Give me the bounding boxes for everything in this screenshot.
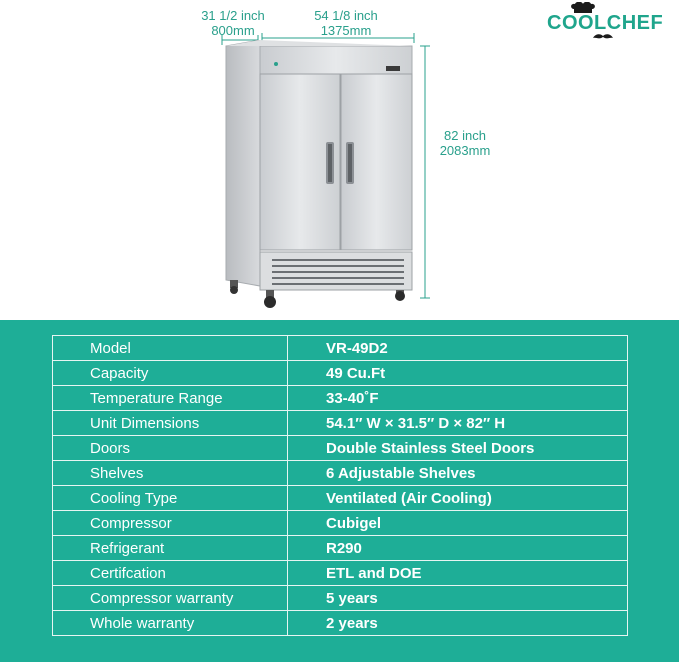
- spec-label: Certifcation: [53, 561, 288, 586]
- spec-value: 2 years: [288, 611, 628, 636]
- table-row: [53, 611, 628, 636]
- spec-value: Cubigel: [288, 511, 628, 536]
- spec-label: Compressor: [53, 511, 288, 536]
- height-inches: 82 inch: [444, 128, 486, 143]
- table-row: [53, 461, 628, 486]
- spec-label: Capacity: [53, 361, 288, 386]
- spec-label: Compressor warranty: [53, 586, 288, 611]
- table-row: [53, 486, 628, 511]
- spec-value: VR-49D2: [288, 336, 628, 361]
- table-row: [53, 436, 628, 461]
- spec-label: Model: [53, 336, 288, 361]
- spec-value: 54.1″ W × 31.5″ D × 82″ H: [288, 411, 628, 436]
- height-mm: 2083mm: [439, 143, 491, 158]
- spec-label: Whole warranty: [53, 611, 288, 636]
- table-row: [53, 386, 628, 411]
- depth-inches: 31 1/2 inch: [201, 8, 265, 23]
- depth-mm: 800mm: [211, 23, 255, 38]
- spec-value: R290: [288, 536, 628, 561]
- spec-value: 49 Cu.Ft: [288, 361, 628, 386]
- spec-value: Ventilated (Air Cooling): [288, 486, 628, 511]
- table-row: [53, 336, 628, 361]
- table-row: [53, 586, 628, 611]
- spec-value: Double Stainless Steel Doors: [288, 436, 628, 461]
- table-row: [53, 411, 628, 436]
- spec-value: ETL and DOE: [288, 561, 628, 586]
- width-inches: 54 1/8 inch: [314, 8, 378, 23]
- table-row: [53, 361, 628, 386]
- spec-label: Shelves: [53, 461, 288, 486]
- spec-value: 5 years: [288, 586, 628, 611]
- spec-label: Unit Dimensions: [53, 411, 288, 436]
- table-row: [53, 536, 628, 561]
- spec-label: Refrigerant: [53, 536, 288, 561]
- product-image-area: [0, 0, 679, 320]
- spec-value: 33-40˚F: [288, 386, 628, 411]
- spec-value: 6 Adjustable Shelves: [288, 461, 628, 486]
- refrigerator-image: [220, 40, 420, 312]
- spec-label: Temperature Range: [53, 386, 288, 411]
- spec-label: Doors: [53, 436, 288, 461]
- table-row: [53, 511, 628, 536]
- specifications-table: [52, 335, 628, 636]
- spec-label: Cooling Type: [53, 486, 288, 511]
- specifications-body: [53, 336, 628, 636]
- brand-logo: COOLCHEF: [547, 12, 664, 34]
- mustache-icon: [592, 33, 614, 41]
- table-row: [53, 561, 628, 586]
- width-mm: 1375mm: [320, 23, 372, 38]
